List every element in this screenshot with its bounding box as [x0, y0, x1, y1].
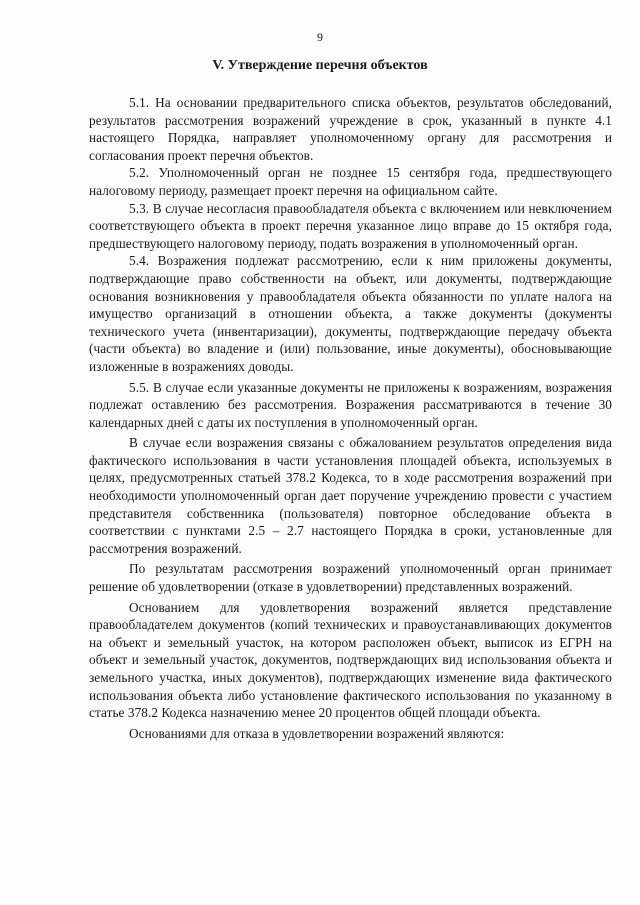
page-number: 9 [317, 30, 323, 44]
document-body [89, 94, 612, 742]
paragraph-reexamination: В случае если возражения связаны с обжалованием результатов определения вида фактического использования в части установления площадей объекта, используемых в целях, предусмотренных статьей 378.2 Кодекса, то в ходе рассмотрения возражений при необходимости уполномоченный орган дает поручение учреждению провести с участием представителя собственника (пользователя) повторное обследование объекта в соответствии с пунктами 2.5 – 2.7 настоящего Порядка в сроки, установленные для рассмотрения возражений. [89, 435, 612, 556]
section-title: V. Утверждение перечня объектов [212, 58, 428, 73]
paragraph-grounds-refusal: Основаниями для отказа в удовлетворении возражений являются: [129, 725, 505, 741]
paragraph-decision: По результатам рассмотрения возражений уполномоченный орган принимает решение об удовлетворении (отказе в удовлетворении) представленных возражений. [89, 561, 612, 595]
paragraph-5-5: 5.5. В случае если указанные документы не приложены к возражениям, возражения подлежат оставлению без рассмотрения. Возражения рассматриваются в течение 30 календарных дней с даты их поступления в уполномоченный орган. [89, 379, 612, 430]
paragraph-5-2: 5.2. Уполномоченный орган не позднее 15 сентября года, предшествующего налоговому периоду, размещает проект перечня на официальном сайте. [89, 165, 612, 198]
paragraph-grounds-approval: Основанием для удовлетворения возражений является представление правообладателем документов (копий технических и правоустанавливающих документов на объект и земельный участок, на котором расположен объект, выписок из ЕГРН на объект и земельный участок, документов, подтверждающих вид использования объекта и земельного участка, иных документов), подтверждающих изменение вида фактического использования объекта либо установление фактического использования по указанному в статье 378.2 Кодекса назначению менее 20 процентов общей площади объекта. [89, 599, 612, 721]
paragraph-5-4: 5.4. Возражения подлежат рассмотрению, если к ним приложены документы, подтверждающие право собственности на объект, или документы, подтверждающие основания возникновения у правообладателя объекта обязанности по уплате налога на имущество организаций в отношении объекта, а также документы (документы технического учета (инвентаризации), документы, подтверждающие передачу объекта (части объекта) во владение и (или) пользование, иные документы), обосновывающие изложенные в возражениях доводы. [89, 253, 612, 374]
paragraph-5-3: 5.3. В случае несогласия правообладателя объекта с включением или невключением соответствующего объекта в проект перечня указанное лицо вправе до 15 октября года, предшествующего налоговому периоду, подать возражения в уполномоченный орган. [89, 200, 612, 251]
paragraph-5-1: 5.1. На основании предварительного списка объектов, результатов обследований, результатов рассмотрения возражений учреждение в срок, указанный в пункте 4.1 настоящего Порядка, направляет уполномоченному органу для рассмотрения и согласования проект перечня объектов. [89, 95, 612, 163]
